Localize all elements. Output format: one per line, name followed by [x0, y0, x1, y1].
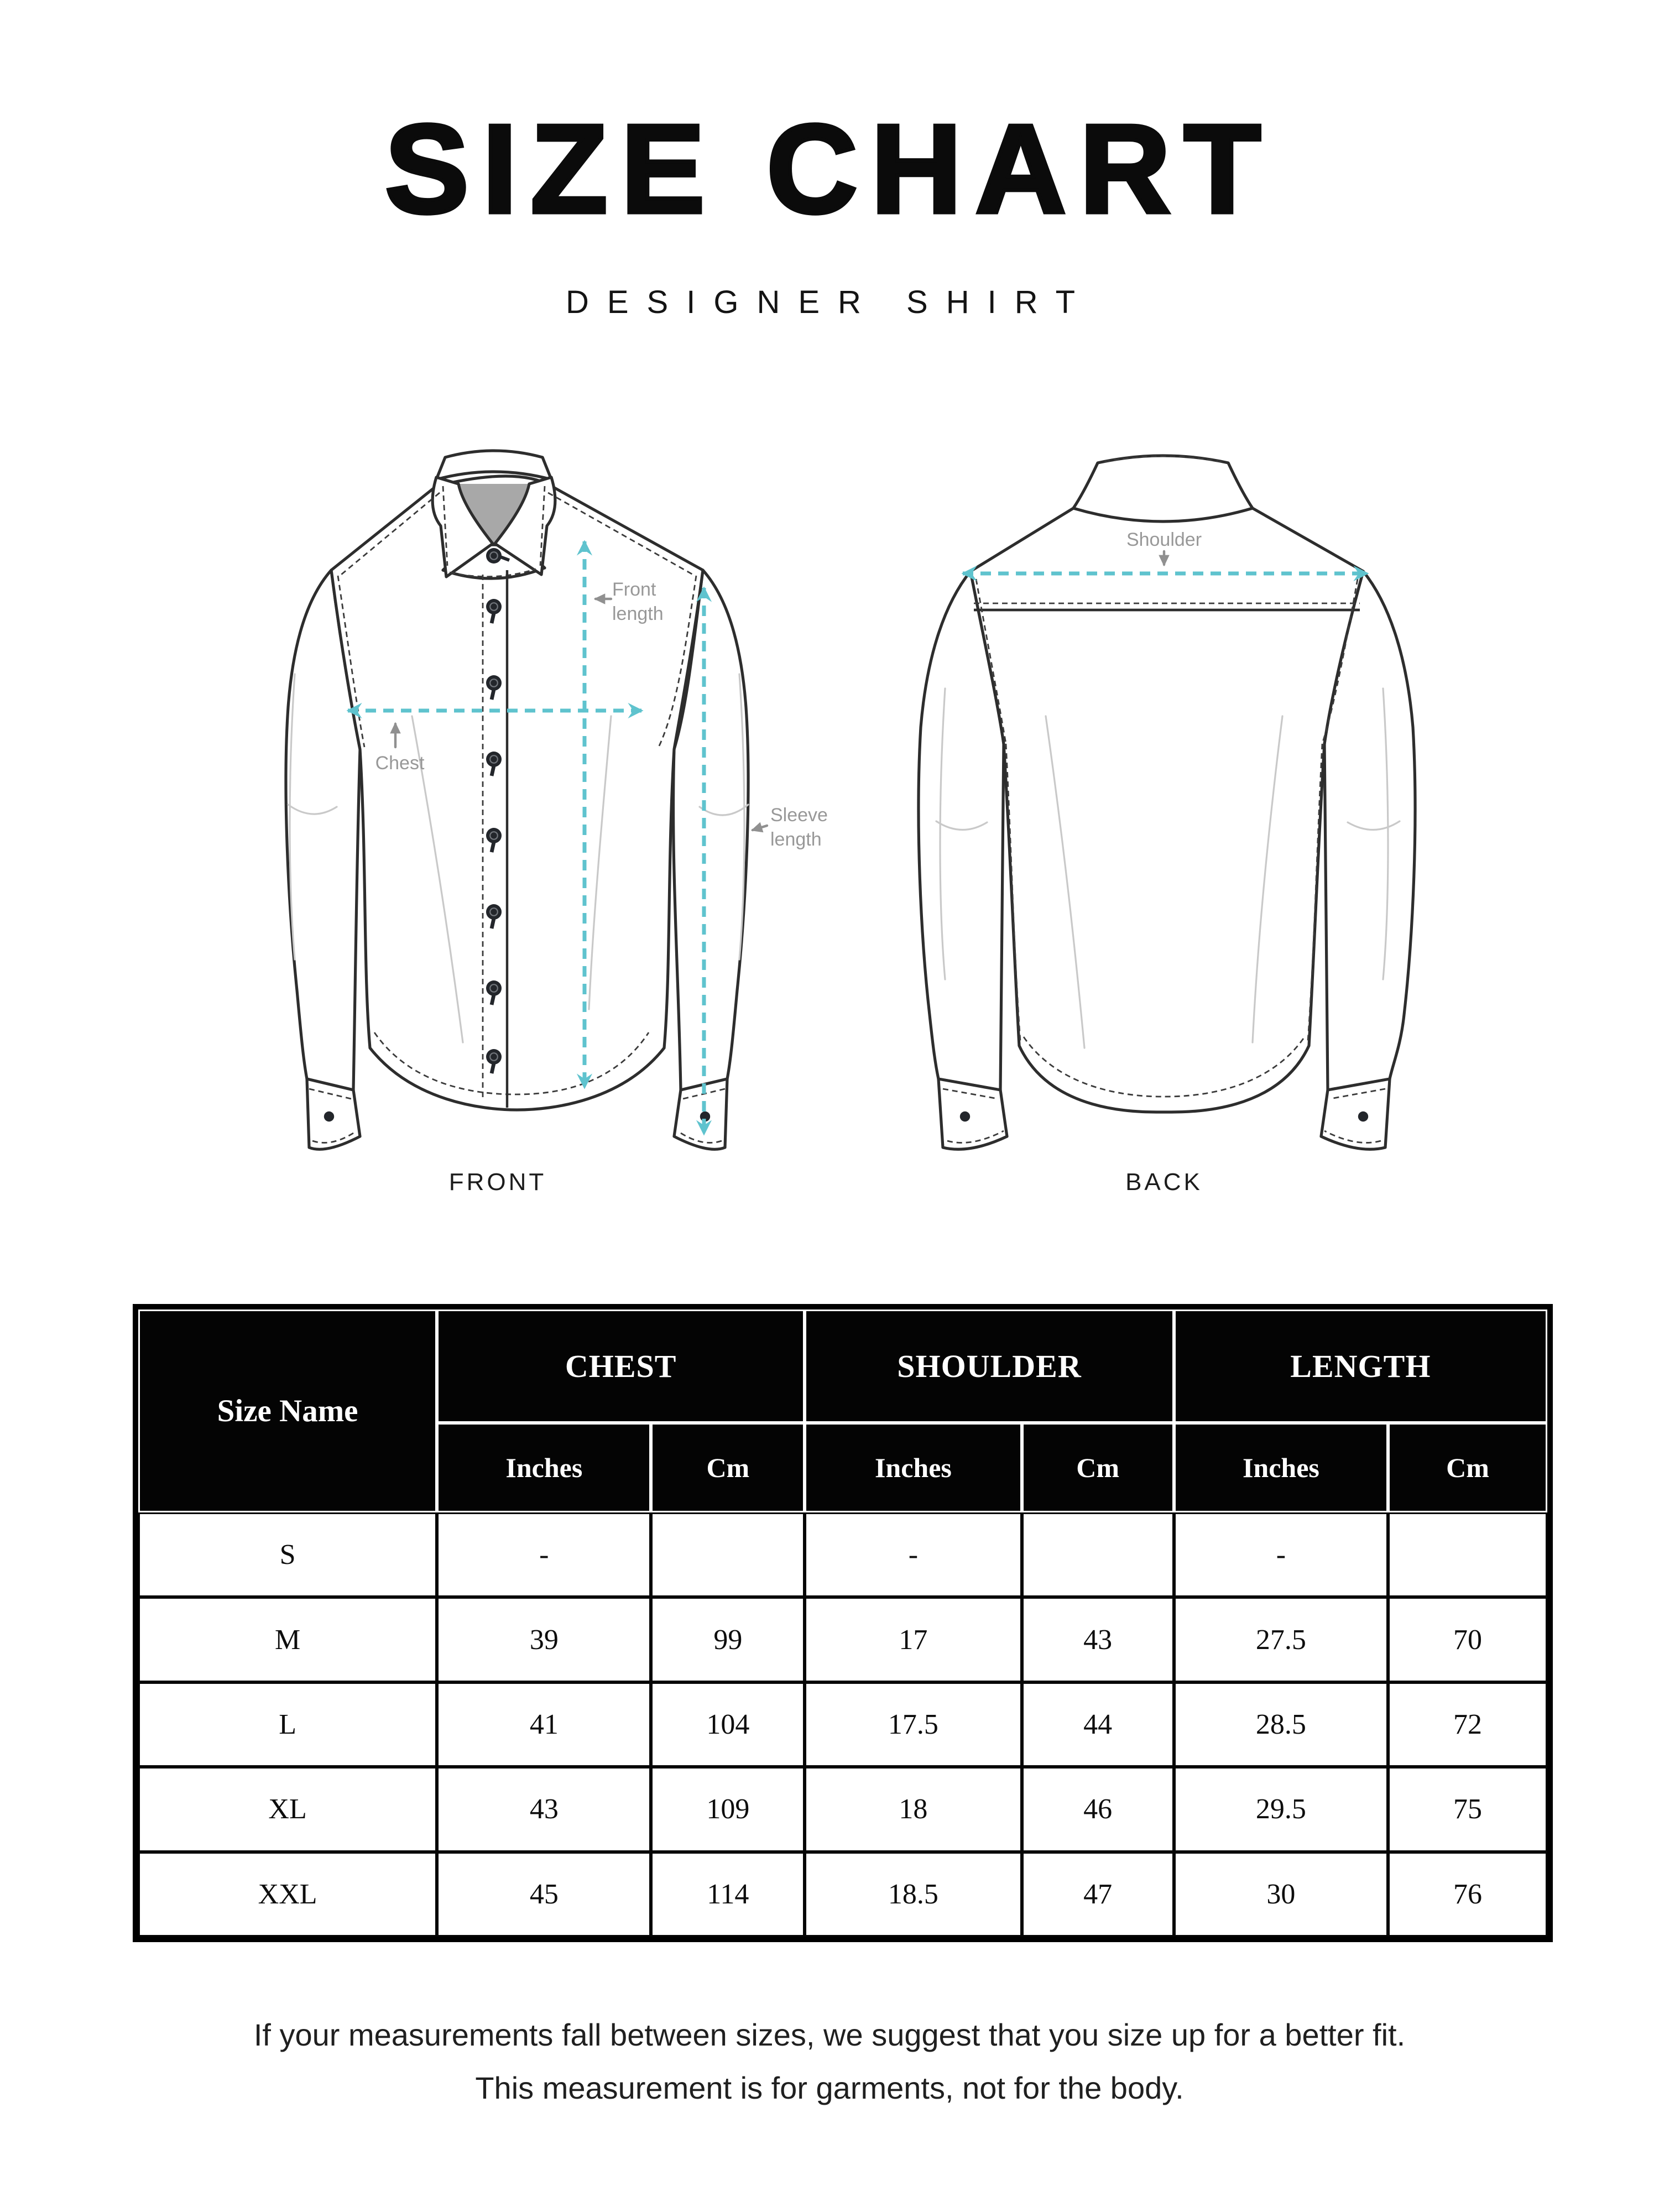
shoulder-inches-header: Inches: [805, 1423, 1021, 1512]
value-cell: [651, 1512, 805, 1597]
size-cell: XXL: [138, 1852, 437, 1937]
front-caption: FRONT: [448, 1168, 547, 1196]
value-cell: 45: [437, 1852, 651, 1937]
value-cell: 27.5: [1174, 1597, 1388, 1682]
value-cell: [1388, 1512, 1547, 1597]
value-cell: [1022, 1512, 1174, 1597]
value-cell: 30: [1174, 1852, 1388, 1937]
value-cell: 44: [1022, 1682, 1174, 1767]
back-shirt-outline: [919, 456, 1415, 1149]
value-cell: 75: [1388, 1767, 1547, 1851]
size-cell: S: [138, 1512, 437, 1597]
value-cell: 70: [1388, 1597, 1547, 1682]
value-cell: 72: [1388, 1682, 1547, 1767]
value-cell: 29.5: [1174, 1767, 1388, 1851]
value-cell: 43: [1022, 1597, 1174, 1682]
value-cell: 46: [1022, 1767, 1174, 1851]
value-cell: -: [1174, 1512, 1388, 1597]
page-subtitle: DESIGNER SHIRT: [565, 284, 1093, 320]
size-cell: M: [138, 1597, 437, 1682]
value-cell: 28.5: [1174, 1682, 1388, 1767]
value-cell: 76: [1388, 1852, 1547, 1937]
size-name-header: Size Name: [138, 1310, 437, 1512]
value-cell: 18: [805, 1767, 1021, 1851]
chest-group-header: CHEST: [437, 1310, 805, 1423]
back-caption: BACK: [1125, 1168, 1203, 1196]
chest-label: Chest: [375, 753, 425, 774]
cuff-buttons: [324, 1112, 710, 1121]
size-cell: XL: [138, 1767, 437, 1851]
length-inches-header: Inches: [1174, 1423, 1388, 1512]
value-cell: 99: [651, 1597, 805, 1682]
size-cell: L: [138, 1682, 437, 1767]
back-shirt-diagram: [899, 440, 1452, 1170]
value-cell: 41: [437, 1682, 651, 1767]
value-cell: 109: [651, 1767, 805, 1851]
size-table: [133, 1304, 1553, 1942]
page-title: SIZE CHART: [385, 99, 1274, 239]
shoulder-cm-header: Cm: [1022, 1423, 1174, 1512]
value-cell: -: [805, 1512, 1021, 1597]
value-cell: 47: [1022, 1852, 1174, 1937]
footer-note-line2: This measurement is for garments, not for the body.: [475, 2070, 1184, 2105]
shoulder-label: Shoulder: [1126, 529, 1202, 550]
front-shirt-outline: [286, 451, 748, 1149]
value-cell: -: [437, 1512, 651, 1597]
value-cell: 17: [805, 1597, 1021, 1682]
sleeve-length-label: Sleeve length: [770, 805, 828, 850]
value-cell: 18.5: [805, 1852, 1021, 1937]
chest-inches-header: Inches: [437, 1423, 651, 1512]
value-cell: 17.5: [805, 1682, 1021, 1767]
value-cell: 43: [437, 1767, 651, 1851]
value-cell: 104: [651, 1682, 805, 1767]
sleeve-length-pointer-icon: [753, 826, 767, 830]
front-length-label: Front length: [612, 579, 664, 624]
footer-note-line1: If your measurements fall between sizes, we suggest that you size up for a better fit.: [253, 2017, 1406, 2052]
length-cm-header: Cm: [1388, 1423, 1547, 1512]
value-cell: 39: [437, 1597, 651, 1682]
chest-cm-header: Cm: [651, 1423, 805, 1512]
length-group-header: LENGTH: [1174, 1310, 1547, 1423]
value-cell: 114: [651, 1852, 805, 1937]
front-shirt-diagram: [246, 440, 932, 1170]
shoulder-group-header: SHOULDER: [805, 1310, 1174, 1423]
